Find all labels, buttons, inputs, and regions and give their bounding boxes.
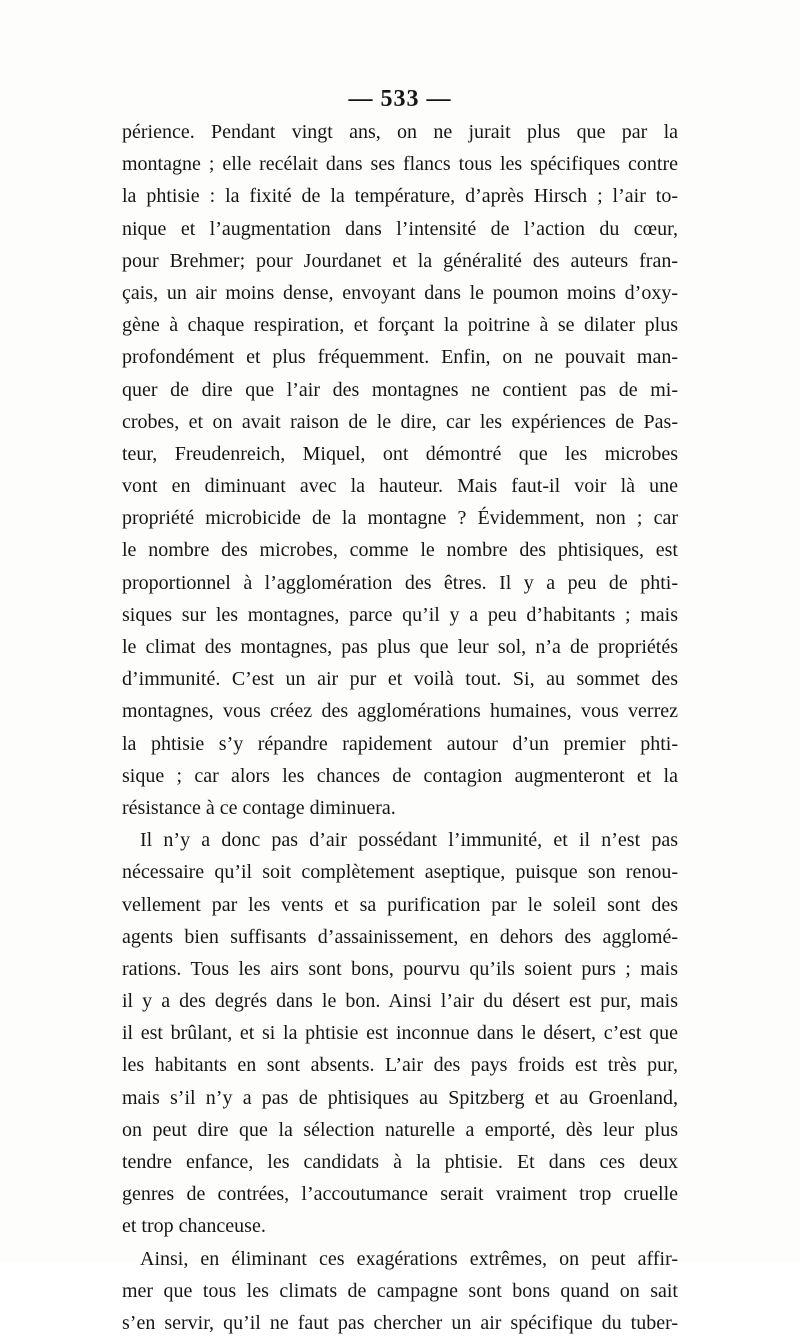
text-line: mer que tous les climats de campagne sont bons quand on sait — [122, 1279, 678, 1302]
text-line: Ainsi, en éliminant ces exagérations extrêmes, on peut affir- — [140, 1247, 678, 1270]
text-line: la phtisie s’y répandre rapidement autour d’un premier phti- — [122, 732, 678, 755]
text-line: il y a des degrés dans le bon. Ainsi l’air du désert est pur, mais — [122, 990, 678, 1013]
text-line: le nombre des microbes, comme le nombre des phtisiques, est — [122, 539, 678, 562]
text-line: d’immunité. C’est un air pur et voilà tout. Si, au sommet des — [122, 668, 678, 691]
text-line: pour Brehmer; pour Jourdanet et la généralité des auteurs fran- — [122, 249, 678, 272]
text-line: s’en servir, qu’il ne faut pas chercher un air spécifique du tuber- — [122, 1311, 678, 1334]
body-text — [122, 116, 678, 1339]
text-line: résistance à ce contage diminuera. — [122, 796, 396, 819]
text-line: il est brûlant, et si la phtisie est inconnue dans le désert, c’est que — [122, 1022, 678, 1045]
text-line: on peut dire que la sélection naturelle a emporté, dès leur plus — [122, 1118, 678, 1141]
text-line: gène à chaque respiration, et forçant la poitrine à se dilater plus — [122, 314, 678, 337]
text-line: teur, Freudenreich, Miquel, ont démontré que les microbes — [122, 442, 678, 465]
text-line: çais, un air moins dense, envoyant dans le poumon moins d’oxy- — [122, 281, 678, 304]
text-line: quer de dire que l’air des montagnes ne contient pas de mi- — [122, 378, 678, 401]
text-line: Il n’y a donc pas d’air possédant l’immunité, et il n’est pas — [140, 829, 678, 852]
paragraph — [122, 116, 678, 824]
text-line: sique ; car alors les chances de contagion augmenteront et la — [122, 764, 678, 787]
text-line: profondément et plus fréquemment. Enfin, on ne pouvait man- — [122, 346, 678, 369]
text-line: rations. Tous les airs sont bons, pourvu qu’ils soient purs ; mais — [122, 957, 678, 980]
text-line: les habitants en sont absents. L’air des pays froids est très pur, — [122, 1054, 678, 1077]
text-line: agents bien suffisants d’assainissement, en dehors des agglomé- — [122, 925, 678, 948]
paragraph — [122, 1243, 678, 1339]
text-line: vont en diminuant avec la hauteur. Mais faut-il voir là une — [122, 475, 678, 498]
text-line: mais s’il n’y a pas de phtisiques au Spitzberg et au Groenland, — [122, 1086, 678, 1109]
text-line: genres de contrées, l’accoutumance serait vraiment trop cruelle — [122, 1183, 678, 1206]
page-number: — 533 — — [348, 86, 452, 112]
text-line: tendre enfance, les candidats à la phtisie. Et dans ces deux — [122, 1151, 678, 1173]
text-line: nécessaire qu’il soit complètement aseptique, puisque son renou- — [122, 861, 678, 884]
text-line: et trop chanceuse. — [122, 1215, 266, 1238]
paragraph — [122, 824, 678, 1242]
text-line: le climat des montagnes, pas plus que leur sol, n’a de propriétés — [122, 636, 678, 658]
text-line: montagnes, vous créez des agglomérations humaines, vous verrez — [122, 700, 678, 723]
text-line: vellement par les vents et sa purification par le soleil sont des — [122, 893, 678, 916]
text-line: la phtisie : la fixité de la température, d’après Hirsch ; l’air to- — [122, 185, 678, 208]
text-line: nique et l’augmentation dans l’intensité de l’action du cœur, — [122, 217, 678, 240]
text-line: proportionnel à l’agglomération des êtres. Il y a peu de phti- — [122, 571, 678, 594]
text-line: propriété microbicide de la montagne ? Évidemment, non ; car — [122, 507, 678, 530]
text-line: siques sur les montagnes, parce qu’il y a peu d’habitants ; mais — [122, 603, 678, 626]
text-line: montagne ; elle recélait dans ses flancs tous les spécifiques contre — [122, 153, 678, 176]
text-line: crobes, et on avait raison de le dire, car les expériences de Pas- — [122, 410, 678, 433]
text-line: périence. Pendant vingt ans, on ne jurait plus que par la — [122, 121, 678, 143]
